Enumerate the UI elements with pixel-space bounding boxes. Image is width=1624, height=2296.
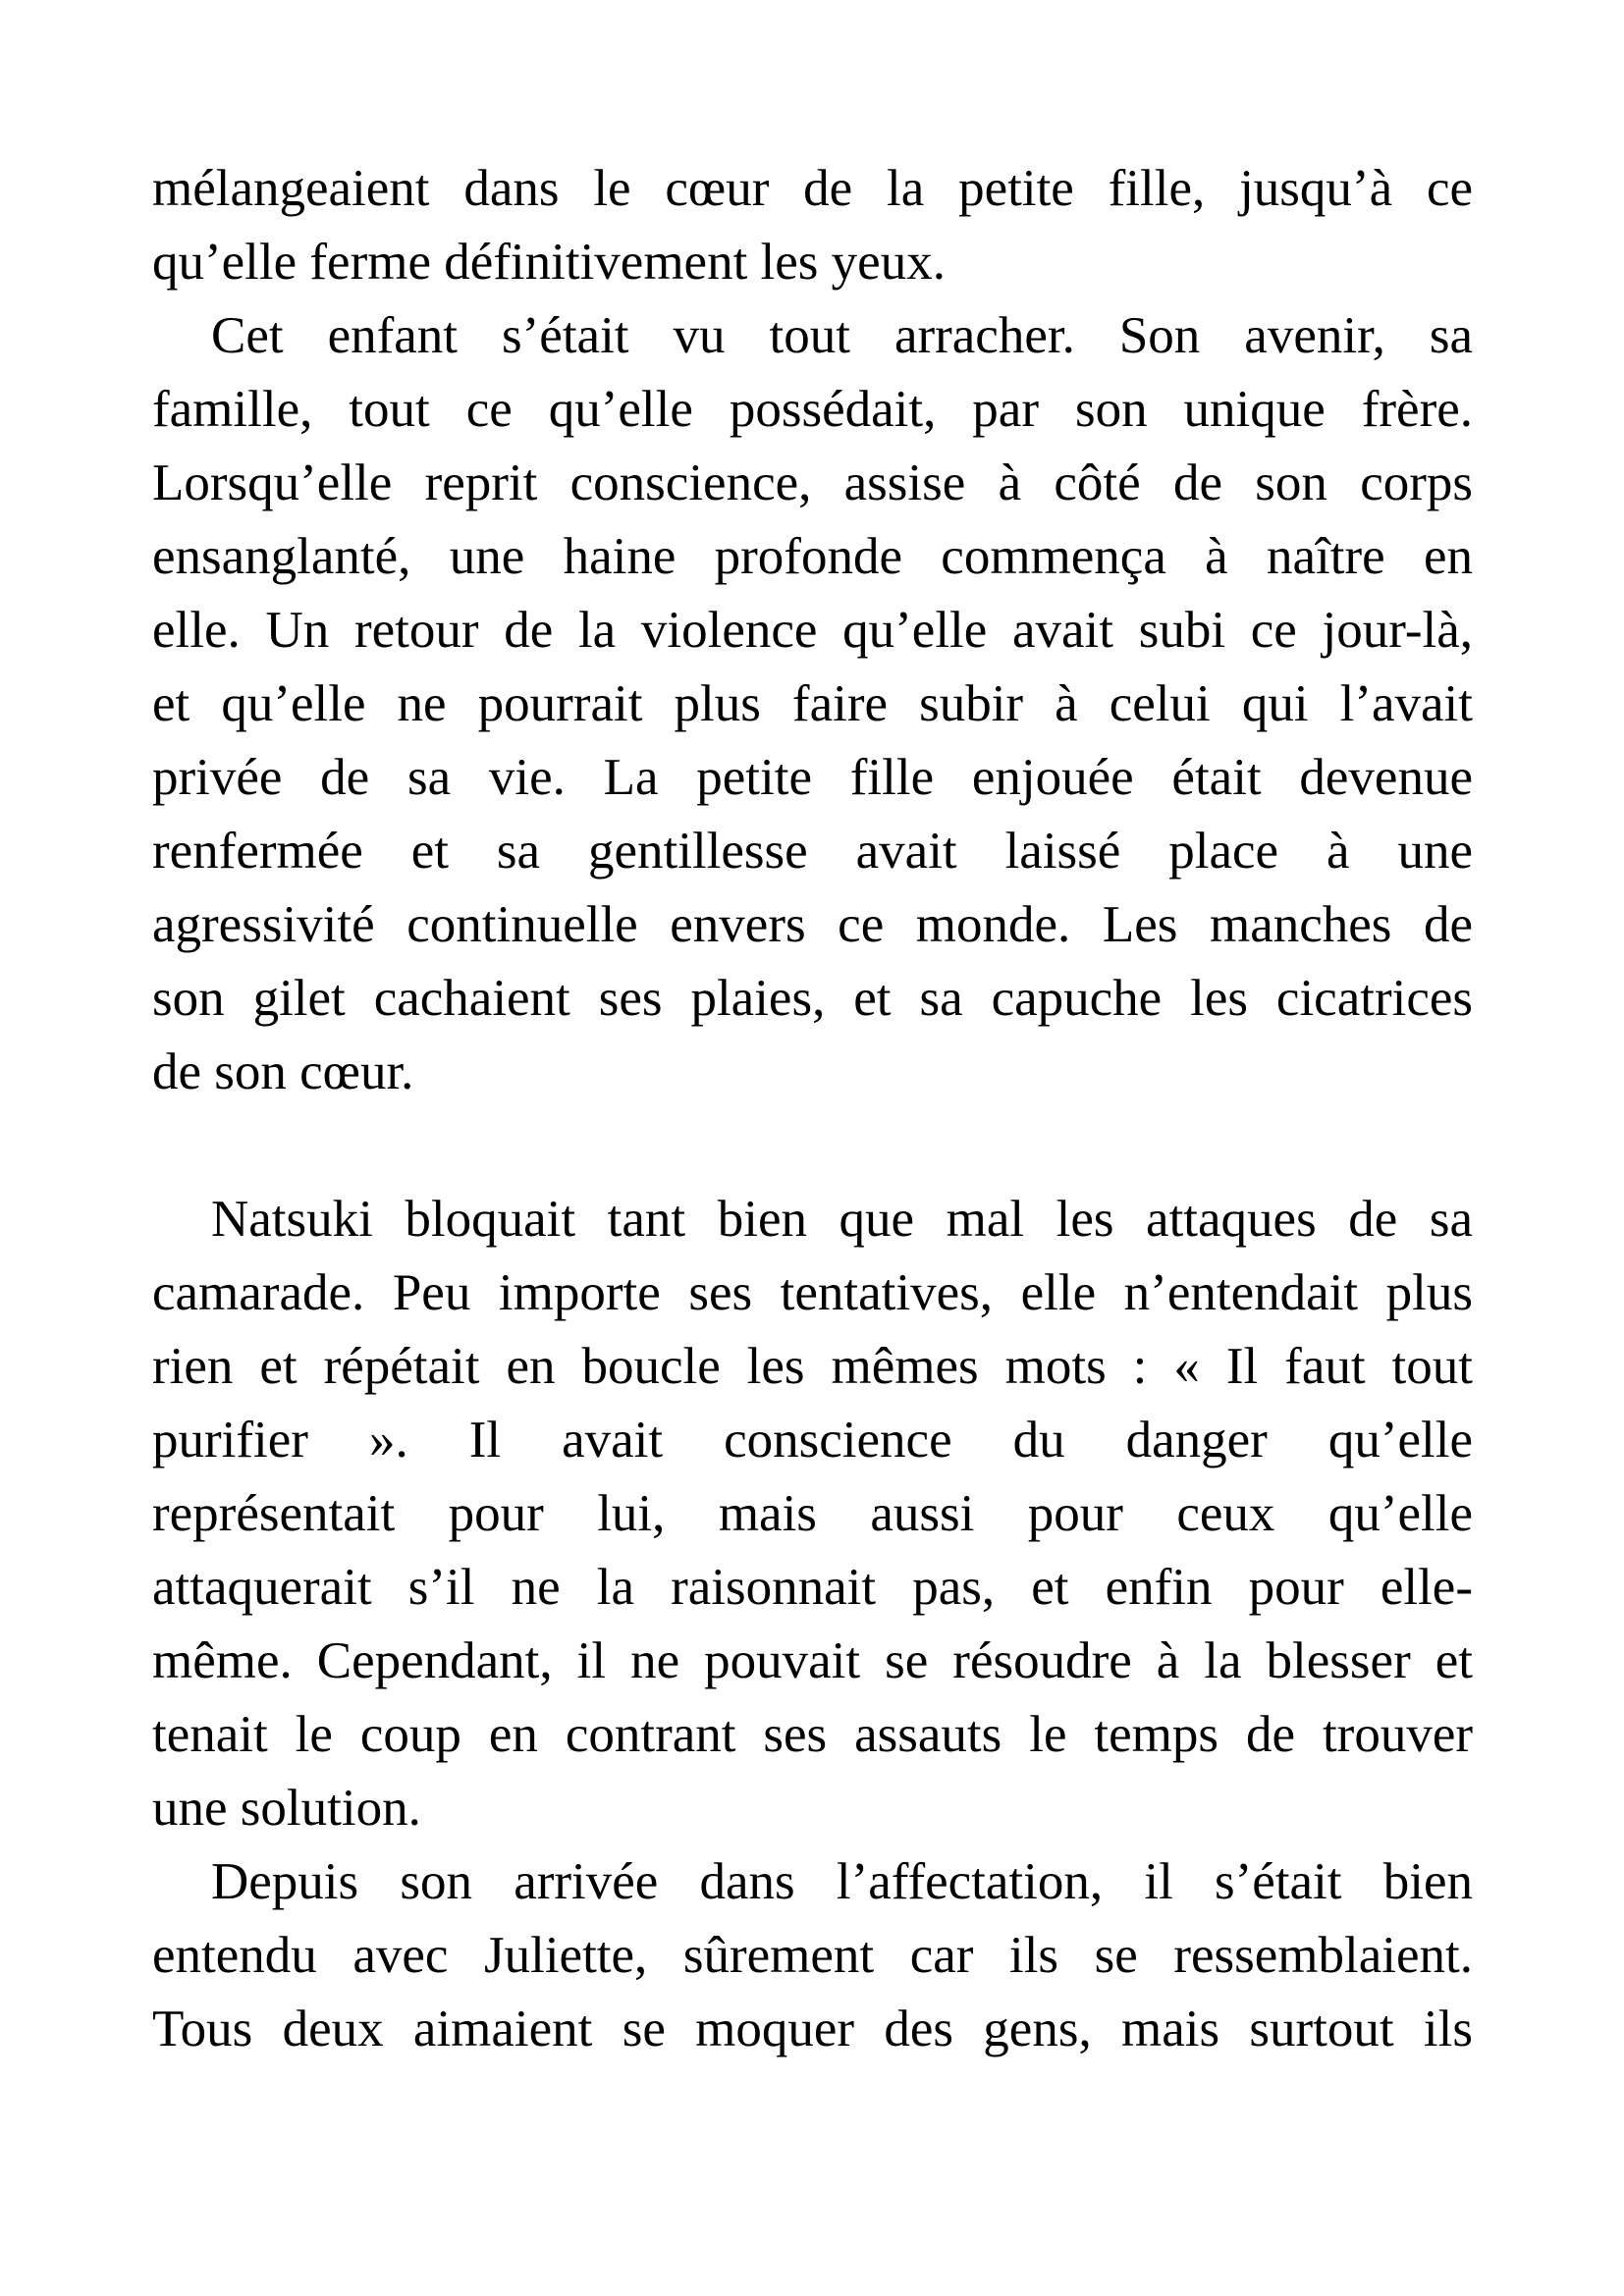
text-line: tenait le coup en contrant ses assauts le temps de trouver [152,1706,1473,1763]
text-line: entendu avec Juliette, sûrement car ils se ressemblaient. [152,1927,1473,1984]
paragraph [152,1845,1473,2066]
text-line: Natsuki bloquait tant bien que mal les attaques de sa [211,1191,1473,1248]
text-line: agressivité continuelle envers ce monde. Les manches de [152,896,1473,953]
paragraph [152,1183,1473,1845]
text-block [152,152,1473,2066]
text-line: Lorsqu’elle reprit conscience, assise à côté de son corps [152,454,1473,511]
text-line: elle. Un retour de la violence qu’elle avait subi ce jour-là, [152,602,1473,659]
text-line: ensanglanté, une haine profonde commença à naître en [152,528,1473,585]
text-line: une solution. [152,1780,421,1837]
paragraph [152,152,1473,299]
text-line: camarade. Peu importe ses tentatives, elle n’entendait plus [152,1264,1473,1321]
text-line: mélangeaient dans le cœur de la petite fille, jusqu’à ce [152,160,1473,217]
text-line: Depuis son arrivée dans l’affectation, il s’était bien [211,1853,1473,1910]
text-line: Tous deux aimaient se moquer des gens, mais surtout ils [152,2001,1473,2057]
text-line: attaquerait s’il ne la raisonnait pas, et enfin pour elle- [152,1559,1473,1616]
paragraph [152,299,1473,1109]
text-line: Cet enfant s’était vu tout arracher. Son avenir, sa [211,307,1473,364]
text-line: purifier ». Il avait conscience du danger qu’elle [152,1412,1473,1468]
text-line: renfermée et sa gentillesse avait laissé place à une [152,823,1473,880]
text-line: de son cœur. [152,1043,414,1100]
text-line: son gilet cachaient ses plaies, et sa capuche les cicatrices [152,970,1473,1027]
text-line: rien et répétait en boucle les mêmes mots : « Il faut tout [152,1338,1473,1395]
text-line: famille, tout ce qu’elle possédait, par son unique frère. [152,381,1473,438]
text-line: privée de sa vie. La petite fille enjouée était devenue [152,749,1473,806]
text-line: et qu’elle ne pourrait plus faire subir à celui qui l’avait [152,675,1473,732]
text-line: qu’elle ferme définitivement les yeux. [152,234,946,291]
text-line: représentait pour lui, mais aussi pour ceux qu’elle [152,1485,1473,1542]
text-line: même. Cependant, il ne pouvait se résoudre à la blesser et [152,1632,1473,1689]
